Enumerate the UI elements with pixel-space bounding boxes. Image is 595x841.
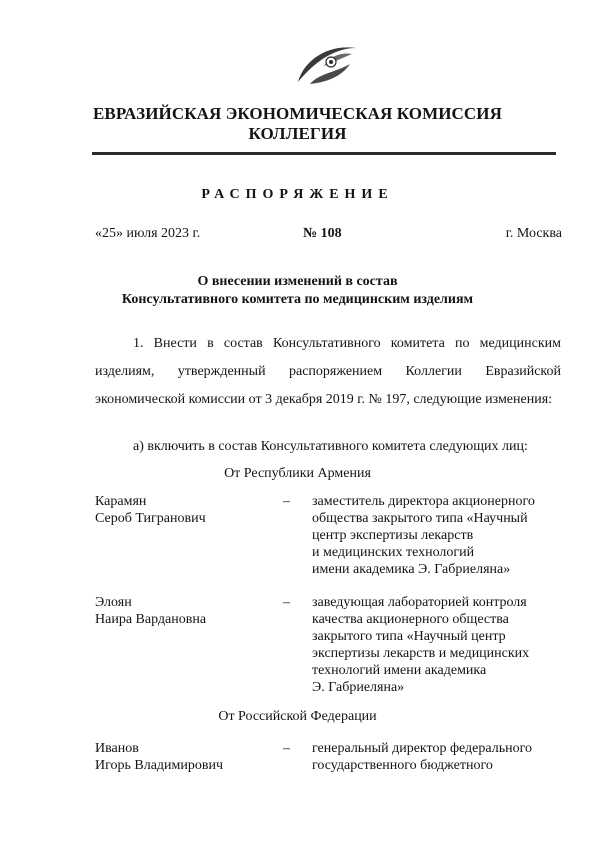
member-name <box>95 740 223 774</box>
member-position <box>312 740 562 774</box>
paragraph-1 <box>95 330 561 414</box>
position-line: технологий имени академика <box>312 663 487 678</box>
position-line: закрытого типа «Научный центр <box>312 629 506 644</box>
member-dash: – <box>283 595 290 610</box>
paragraph-1-text: 1. Внести в состав Консультативного комитета по медицинским изделиям, утвержденный распоряжением Коллегии Евразийской экономической комиссии от 3 декабря 2019 г. № 197, следующие изменения: <box>95 336 561 407</box>
position-line: государственного бюджетного <box>312 758 493 773</box>
position-line: качества акционерного общества <box>312 612 509 627</box>
document-date: «25» июля 2023 г. <box>95 226 201 241</box>
group-heading-russia: От Российской Федерации <box>218 709 377 724</box>
position-line: Э. Габриеляна» <box>312 680 405 695</box>
document-subject-line-2: Консультативного комитета по медицинским изделиям <box>121 292 474 307</box>
member-position <box>312 594 562 696</box>
group-heading-armenia: От Республики Армения <box>224 466 371 481</box>
member-name <box>95 594 206 628</box>
position-line: заместитель директора акционерного <box>312 494 535 509</box>
member-dash: – <box>283 741 290 756</box>
member-dash: – <box>283 494 290 509</box>
position-line: и медицинских технологий <box>312 545 475 560</box>
position-line: имени академика Э. Габриеляна» <box>312 562 511 577</box>
member-given-names: Сероб Тигранович <box>95 511 206 526</box>
document-number: № 108 <box>303 226 342 241</box>
position-line: общества закрытого типа «Научный <box>312 511 528 526</box>
header-divider <box>92 152 556 155</box>
org-body: КОЛЛЕГИЯ <box>248 124 347 143</box>
member-position <box>312 493 562 578</box>
position-line: центр экспертизы лекарств <box>312 528 474 543</box>
document-subject-line-1: О внесении изменений в состав <box>197 274 398 289</box>
document-city: г. Москва <box>505 226 562 241</box>
eaeu-emblem-icon <box>278 38 368 88</box>
position-line: экспертизы лекарств и медицинских <box>312 646 530 661</box>
member-given-names: Игорь Владимирович <box>95 758 224 773</box>
member-name <box>95 493 206 527</box>
member-surname: Карамян <box>95 494 147 509</box>
document-type: РАСПОРЯЖЕНИЕ <box>201 187 394 202</box>
member-surname: Элоян <box>95 595 132 610</box>
item-a: а) включить в состав Консультативного комитета следующих лиц: <box>133 439 528 454</box>
member-surname: Иванов <box>95 741 139 756</box>
org-name: ЕВРАЗИЙСКАЯ ЭКОНОМИЧЕСКАЯ КОМИССИЯ <box>92 104 502 123</box>
position-line: генеральный директор федерального <box>312 741 532 756</box>
member-given-names: Наира Вардановна <box>95 612 207 627</box>
position-line: заведующая лабораторией контроля <box>312 595 527 610</box>
